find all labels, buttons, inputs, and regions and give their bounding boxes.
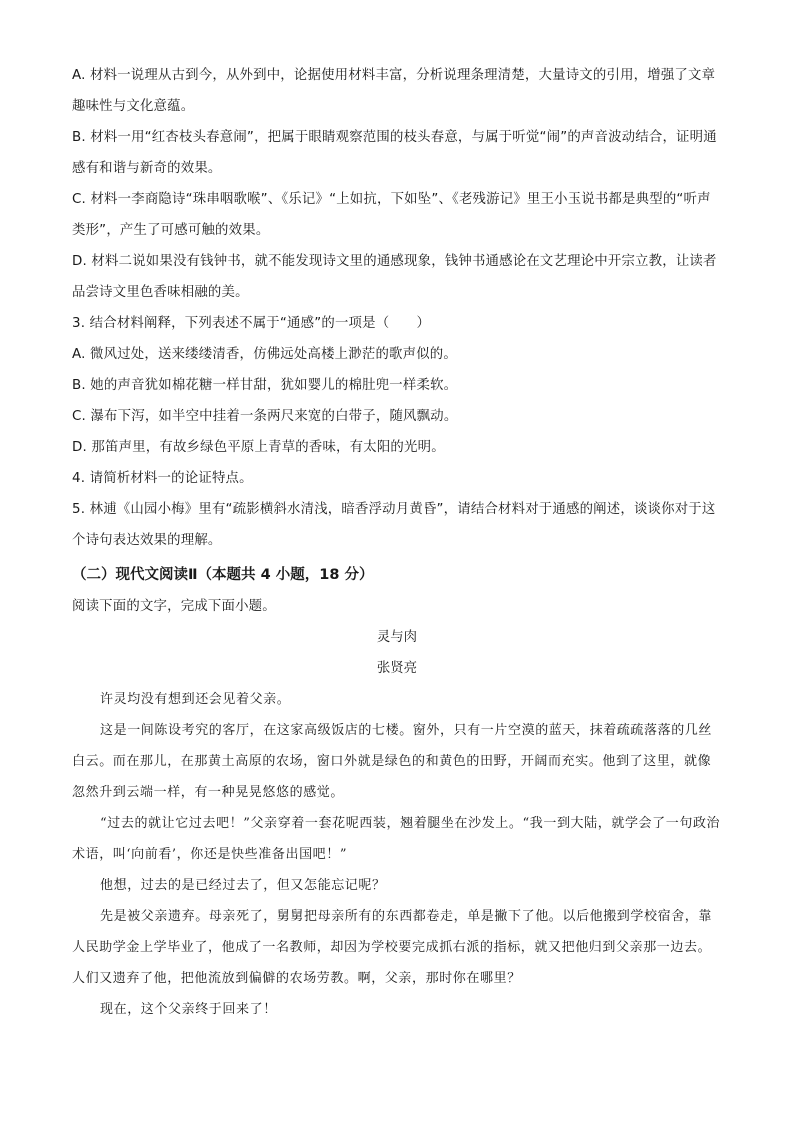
story-paragraph-6: 现在，这个父亲终于回来了！ (100, 1002, 277, 1017)
section-title: （二）现代文阅读Ⅱ（本题共 4 小题，18 分） (72, 567, 374, 583)
option-2b: B. 材料一用“红杏枝头春意闹”，把属于眼睛观察范围的枝头春意，与属于听觉“闹”的声音波动结合，证明通感有和谐与新奇的效果。 (72, 130, 717, 176)
question-4: 4. 请简析材料一的论证特点。 (72, 471, 253, 486)
story-title: 灵与肉 (376, 630, 418, 645)
story-paragraph-2: 这是一间陈设考究的客厅，在这家高级饭店的七楼。窗外，只有一片空漠的蓝天，抹着疏疏落落的几丝白云。而在那儿，在那黄土高原的农场，窗口外就是绿色的和黄色的田野，开阔而充实。他到了这里，就像忽然升到云端一样，有一种晃晃悠悠的感觉。 (72, 723, 713, 800)
option-2a: A. 材料一说理从古到今，从外到中，论据使用材料丰富，分析说理条理清楚，大量诗文的引用，增强了文章趣味性与文化意蕴。 (72, 68, 716, 114)
option-3d: D. 那笛声里，有故乡绿色平原上青草的香味，有太阳的光明。 (72, 440, 445, 455)
question-5: 5. 林逋《山园小梅》里有“疏影横斜水清浅，暗香浮动月黄昏”，请结合材料对于通感的阐述，谈谈你对于这个诗句表达效果的理解。 (72, 502, 716, 548)
option-2d: D. 材料二说如果没有钱钟书，就不能发现诗文里的通感现象，钱钟书通感论在文艺理论中开宗立教，让读者品尝诗文里色香味相融的美。 (72, 254, 717, 300)
story-author: 张贤亮 (376, 661, 418, 676)
story-paragraph-5: 先是被父亲遗弃。母亲死了，舅舅把母亲所有的东西都卷走，单是撇下了他。以后他搬到学校宿舍，靠人民助学金上学毕业了，他成了一名教师，却因为学校要完成抓右派的指标，就又把他归到父亲那一边去。人们又遗弃了他，把他流放到偏僻的农场劳教。啊，父亲，那时你在哪里？ (72, 909, 713, 986)
question-3-stem: 3. 结合材料阐释，下列表述不属于“通感”的一项是（ ） (72, 316, 431, 331)
option-2c: C. 材料一李商隐诗“珠串咽歌喉”、《乐记》“上如抗，下如坠”、《老残游记》里王小玉说书都是典型的“听声类形”，产生了可感可触的效果。 (72, 192, 711, 238)
story-paragraph-1: 许灵均没有想到还会见着父亲。 (100, 692, 291, 707)
story-paragraph-4: 他想，过去的是已经过去了，但又怎能忘记呢？ (100, 878, 386, 893)
option-3c: C. 瀑布下泻，如半空中挂着一条两尺来宽的白带子，随风飘动。 (72, 409, 458, 424)
section-instruction: 阅读下面的文字，完成下面小题。 (72, 599, 276, 614)
option-3a: A. 微风过处，送来缕缕清香，仿佛远处高楼上渺茫的歌声似的。 (72, 347, 457, 362)
option-3b: B. 她的声音犹如棉花糖一样甘甜，犹如婴儿的棉肚兜一样柔软。 (72, 378, 458, 393)
story-paragraph-3: “过去的就让它过去吧！”父亲穿着一套花呢西装，翘着腿坐在沙发上。“我一到大陆，就学会了一句政治术语，叫‘向前看’，你还是快些准备出国吧！” (72, 816, 721, 862)
